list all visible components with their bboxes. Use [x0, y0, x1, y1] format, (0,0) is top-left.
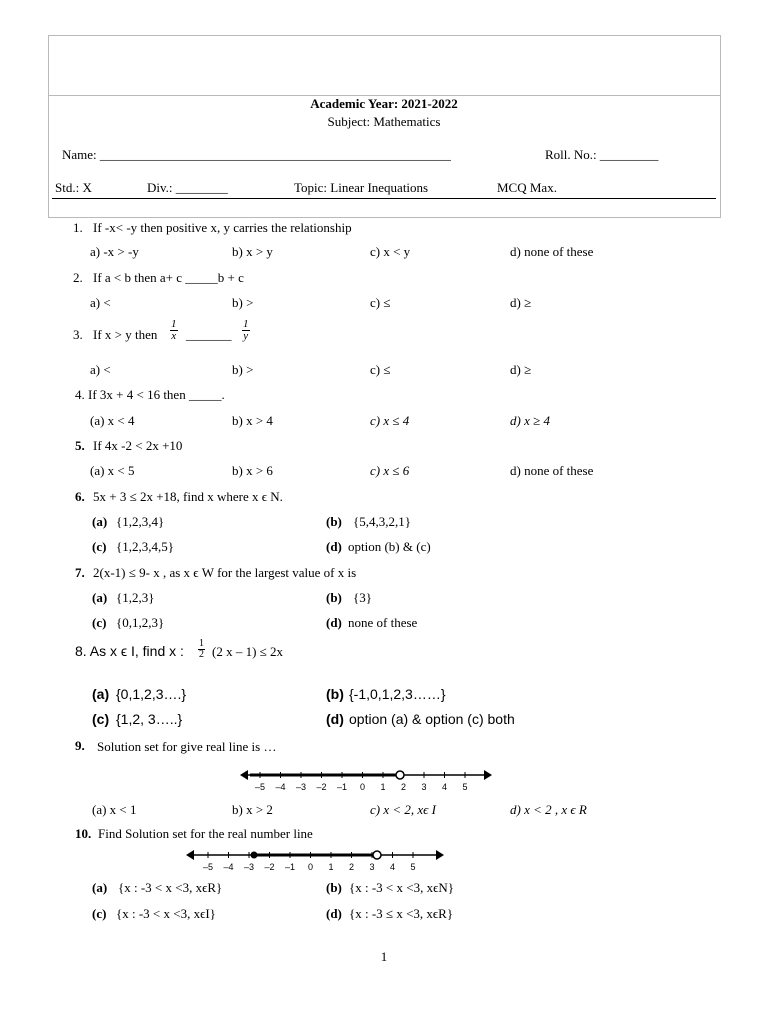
question-text: 4. If 3x + 4 < 16 then _____. [75, 387, 225, 402]
question-number: 1. [73, 220, 83, 235]
tick-label: 4 [389, 862, 396, 872]
academic-year: Academic Year: 2021-2022 [310, 96, 458, 111]
tick-label: 0 [307, 862, 314, 872]
tick-label: –5 [202, 862, 214, 872]
option-c: {1,2, 3…..} [116, 711, 183, 727]
option-a: (a) x < 1 [92, 802, 137, 817]
mcq-label: MCQ Max. [497, 180, 557, 195]
closed-circle-marker [251, 852, 258, 859]
option-d: option (a) & option (c) both [349, 711, 515, 727]
tick-label: 2 [400, 782, 407, 792]
option-d: none of these [348, 615, 418, 630]
option-a: {0,1,2,3….} [116, 686, 187, 702]
option-b: {5,4,3,2,1} [353, 514, 411, 529]
question-text: If -x< -y then positive x, y carries the relationship [93, 220, 352, 235]
option-d-label: (d) [326, 615, 342, 630]
question-number: 7. [75, 565, 85, 580]
option-a: (a) x < 4 [90, 413, 135, 428]
option-c: c) ≤ [370, 295, 391, 310]
option-c-label: (c) [92, 906, 107, 921]
option-d-label: (d) [326, 906, 342, 921]
question-text: 5x + 3 ≤ 2x +18, find x where x ϵ N. [93, 489, 283, 504]
option-d: {x : -3 ≤ x <3, xϵR} [349, 906, 454, 921]
option-b: b) x > y [232, 244, 273, 259]
option-b: b) x > 2 [232, 802, 273, 817]
option-b-label: (b) [326, 514, 342, 529]
option-c-label: (c) [92, 539, 107, 554]
option-d: d) none of these [510, 244, 594, 259]
tick-label: –5 [254, 782, 266, 792]
question-number: 5. [75, 438, 85, 453]
tick-label: –1 [284, 862, 296, 872]
tick-label: –3 [295, 782, 307, 792]
open-circle-marker [373, 851, 381, 859]
right-arrow-icon [484, 770, 492, 780]
question-text: Solution set for give real line is … [97, 739, 277, 754]
option-a-label: (a) [92, 590, 108, 605]
option-b: b) x > 4 [232, 413, 273, 428]
question-text: If x > y then [93, 327, 158, 342]
option-b: {-1,0,1,2,3……} [349, 686, 446, 702]
option-c: {x : -3 < x <3, xϵI} [116, 906, 216, 921]
fraction-1-over-y: $\frac{1}{y}$ [243, 318, 249, 342]
option-c: c) x < y [370, 244, 411, 259]
tick-label: 3 [421, 782, 427, 792]
option-c: c) ≤ [370, 362, 391, 377]
option-a-label: (a) [92, 686, 110, 702]
std-field: Std.: X [55, 180, 92, 195]
tick-label: 1 [328, 862, 334, 872]
question-text: 2(x-1) ≤ 9- x , as x ϵ W for the largest value of x is [93, 565, 357, 580]
option-c: {0,1,2,3} [116, 615, 165, 630]
number-line-9 [238, 764, 494, 794]
question-text: 8. As x ϵ I, find x : [75, 643, 184, 659]
tick-label: –4 [275, 782, 286, 792]
tick-label: 4 [441, 782, 448, 792]
question-number: 9. [75, 738, 85, 753]
left-arrow-icon [240, 770, 248, 780]
tick-label: 1 [380, 782, 386, 792]
tick-label: 5 [462, 782, 468, 792]
question-text: If a < b then a+ c _____b + c [93, 270, 244, 285]
tick-label: –3 [243, 862, 255, 872]
topic-field: Topic: Linear Inequations [294, 180, 429, 195]
question-number: 3. [73, 327, 83, 342]
option-c-label: (c) [92, 615, 107, 630]
tick-label: 2 [348, 862, 355, 872]
option-d: d) x < 2 , x ϵ R [510, 802, 587, 817]
option-c: c) x < 2, xϵ I [370, 802, 436, 817]
option-a: {1,2,3} [116, 590, 155, 605]
option-a: {x : -3 < x <3, xϵR} [118, 880, 223, 895]
option-c: c) x ≤ 4 [370, 413, 410, 428]
option-d: d) ≥ [510, 362, 532, 377]
fraction-1-over-x: $\frac{1}{x}$ [171, 318, 177, 342]
question-number: 2. [73, 270, 83, 285]
option-d: d) none of these [510, 463, 594, 478]
question-number: 10. [75, 826, 92, 841]
header-underline [52, 198, 716, 199]
option-b: b) > [232, 295, 254, 310]
option-c: c) x ≤ 6 [370, 463, 410, 478]
option-a: {1,2,3,4} [116, 514, 165, 529]
option-a-label: (a) [92, 514, 108, 529]
tick-label: –2 [264, 862, 275, 872]
subject: Subject: Mathematics [327, 114, 441, 129]
blank: _______ [186, 327, 232, 342]
name-field: Name: ______________________________________________________ [62, 147, 451, 162]
option-d: d) x ≥ 4 [510, 413, 550, 428]
right-arrow-icon [436, 850, 444, 860]
question-text: If 4x -2 < 2x +10 [93, 438, 183, 453]
div-field: Div.: ________ [147, 180, 228, 195]
roll-field: Roll. No.: _________ [545, 147, 659, 162]
tick-label: 0 [359, 782, 366, 792]
option-d-label: (d) [326, 711, 344, 727]
option-a: (a) x < 5 [90, 463, 135, 478]
question-text: Find Solution set for the real number line [98, 826, 313, 841]
tick-label: –2 [316, 782, 327, 792]
option-a-label: (a) [92, 880, 108, 895]
option-b-label: (b) [326, 590, 342, 605]
tick-label: –4 [223, 862, 234, 872]
option-b: b) > [232, 362, 254, 377]
option-a: a) < [90, 295, 111, 310]
option-b: {x : -3 < x <3, xϵN} [349, 880, 454, 895]
option-d-label: (d) [326, 539, 342, 554]
question-expression: (2 x – 1) ≤ 2x [212, 644, 284, 659]
option-c-label: (c) [92, 711, 110, 727]
option-a: a) -x > -y [90, 244, 139, 259]
option-b-label: (b) [326, 880, 342, 895]
tick-label: –1 [336, 782, 348, 792]
page-number: 1 [380, 949, 388, 964]
left-arrow-icon [186, 850, 194, 860]
option-c: {1,2,3,4,5} [116, 539, 174, 554]
open-circle-marker [396, 771, 404, 779]
number-line-10 [184, 846, 446, 876]
option-d: option (b) & (c) [348, 539, 431, 554]
option-b: b) x > 6 [232, 463, 273, 478]
question-number: 6. [75, 489, 85, 504]
tick-label: 5 [410, 862, 416, 872]
fraction-half: $\frac{1}{2}$ [199, 638, 204, 660]
option-b-label: (b) [326, 686, 344, 702]
tick-label: 3 [369, 862, 375, 872]
option-a: a) < [90, 362, 111, 377]
option-d: d) ≥ [510, 295, 532, 310]
option-b: {3} [353, 590, 372, 605]
